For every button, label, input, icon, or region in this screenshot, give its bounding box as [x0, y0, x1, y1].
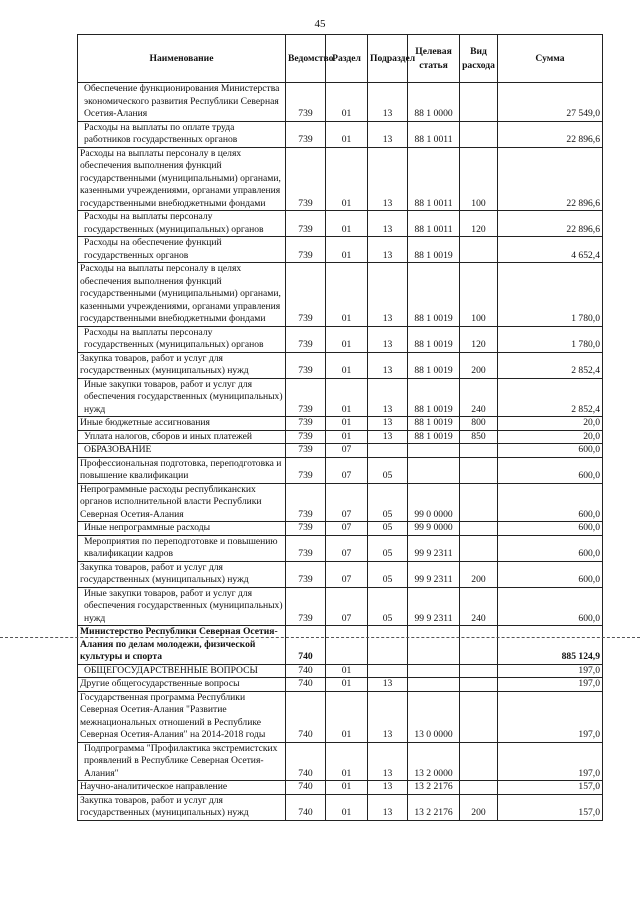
cell-razdel: 01	[326, 794, 368, 820]
cell-razdel: 01	[326, 691, 368, 742]
cell-ved: 740	[286, 626, 326, 665]
cell-sum: 27 549,0	[498, 83, 603, 122]
cell-razdel: 01	[326, 121, 368, 147]
cell-target	[408, 664, 460, 678]
cell-sum: 885 124,9	[498, 626, 603, 665]
cell-vid	[460, 121, 498, 147]
cell-sum: 600,0	[498, 522, 603, 536]
cell-razdel: 07	[326, 522, 368, 536]
cell-ved: 739	[286, 237, 326, 263]
cell-vid: 200	[460, 794, 498, 820]
table-row	[78, 664, 603, 678]
cell-target: 99 9 0000	[408, 522, 460, 536]
cell-target: 13 2 2176	[408, 781, 460, 795]
cell-name: Научно-аналитическое направление	[78, 781, 286, 795]
cell-sum: 4 652,4	[498, 237, 603, 263]
cell-sum: 600,0	[498, 457, 603, 483]
table-row	[78, 378, 603, 417]
cell-ved: 739	[286, 587, 326, 626]
cell-podrazdel: 05	[368, 457, 408, 483]
cell-vid: 800	[460, 417, 498, 431]
cell-ved: 739	[286, 522, 326, 536]
table-row	[78, 678, 603, 692]
cell-ved: 739	[286, 83, 326, 122]
cell-target	[408, 678, 460, 692]
cell-ved: 740	[286, 742, 326, 781]
cell-name: Закупка товаров, работ и услуг для государственных (муниципальных) нужд	[78, 352, 286, 378]
cell-sum: 20,0	[498, 417, 603, 431]
cell-target: 88 1 0011	[408, 147, 460, 211]
cell-sum: 2 852,4	[498, 352, 603, 378]
table-row	[78, 522, 603, 536]
cell-podrazdel: 13	[368, 430, 408, 444]
cell-podrazdel: 13	[368, 691, 408, 742]
cell-ved: 739	[286, 378, 326, 417]
cell-ved: 740	[286, 781, 326, 795]
cell-ved: 739	[286, 457, 326, 483]
table-row	[78, 561, 603, 587]
cell-target: 88 1 0019	[408, 326, 460, 352]
cell-ved: 739	[286, 483, 326, 522]
cell-razdel: 07	[326, 535, 368, 561]
cell-sum: 157,0	[498, 794, 603, 820]
cell-ved: 739	[286, 326, 326, 352]
cell-ved: 739	[286, 121, 326, 147]
table-row	[78, 691, 603, 742]
cell-razdel: 01	[326, 237, 368, 263]
table-row	[78, 457, 603, 483]
cell-vid	[460, 742, 498, 781]
table-row	[78, 587, 603, 626]
cell-target: 88 1 0019	[408, 263, 460, 327]
cell-vid	[460, 457, 498, 483]
cell-podrazdel: 13	[368, 326, 408, 352]
cell-vid	[460, 781, 498, 795]
cell-razdel	[326, 626, 368, 665]
table-row	[78, 83, 603, 122]
cell-target	[408, 626, 460, 665]
cell-razdel: 01	[326, 417, 368, 431]
budget-table	[77, 34, 603, 821]
header-sum: Сумма	[498, 35, 603, 83]
cell-target: 13 2 0000	[408, 742, 460, 781]
cell-name: Обеспечение функционирования Министерства экономического развития Республики Северная Осетия-Алания	[78, 83, 286, 122]
cell-ved: 739	[286, 444, 326, 458]
cell-razdel: 01	[326, 147, 368, 211]
cell-sum: 197,0	[498, 742, 603, 781]
cell-razdel: 01	[326, 678, 368, 692]
cell-podrazdel	[368, 664, 408, 678]
cell-podrazdel: 13	[368, 794, 408, 820]
cell-name: Расходы на обеспечение функций государственных органов	[78, 237, 286, 263]
cell-sum: 2 852,4	[498, 378, 603, 417]
cell-target: 99 9 2311	[408, 587, 460, 626]
table-body	[78, 83, 603, 821]
table-row	[78, 535, 603, 561]
cell-vid	[460, 535, 498, 561]
cell-target: 88 1 0019	[408, 430, 460, 444]
cell-vid	[460, 626, 498, 665]
cell-podrazdel: 13	[368, 781, 408, 795]
cell-sum: 1 780,0	[498, 326, 603, 352]
cell-target: 13 0 0000	[408, 691, 460, 742]
cell-podrazdel: 13	[368, 83, 408, 122]
cell-vid: 850	[460, 430, 498, 444]
cell-razdel: 01	[326, 430, 368, 444]
table-row	[78, 483, 603, 522]
cell-target: 88 1 0011	[408, 211, 460, 237]
cell-razdel: 01	[326, 664, 368, 678]
cell-podrazdel: 13	[368, 211, 408, 237]
cell-razdel: 01	[326, 83, 368, 122]
cell-target: 88 1 0019	[408, 417, 460, 431]
table-row	[78, 326, 603, 352]
header-ved: Ведомство	[286, 35, 326, 83]
cell-ved: 739	[286, 211, 326, 237]
cell-vid	[460, 678, 498, 692]
header-podrazdel: Подраздел	[368, 35, 408, 83]
cell-razdel: 01	[326, 211, 368, 237]
cell-sum: 157,0	[498, 781, 603, 795]
cell-name: Закупка товаров, работ и услуг для государственных (муниципальных) нужд	[78, 794, 286, 820]
cell-name: Расходы на выплаты персоналу в целях обеспечения выполнения функций государственными (муниципальными) органами, казенными учреждениями, органами управления государственными внебюджетными фондами	[78, 263, 286, 327]
table-row	[78, 417, 603, 431]
cell-name: Министерство Республики Северная Осетия-Алания по делам молодежи, физической культуры и спорта	[78, 626, 286, 665]
cell-ved: 740	[286, 691, 326, 742]
table-row	[78, 626, 603, 665]
cell-name: Профессиональная подготовка, переподготовка и повышение квалификации	[78, 457, 286, 483]
cell-name: ОБЩЕГОСУДАРСТВЕННЫЕ ВОПРОСЫ	[78, 664, 286, 678]
cell-vid: 120	[460, 211, 498, 237]
page-number: 45	[314, 18, 326, 30]
cell-vid	[460, 83, 498, 122]
cell-target: 99 9 2311	[408, 561, 460, 587]
cell-vid: 240	[460, 587, 498, 626]
cell-ved: 740	[286, 664, 326, 678]
cell-sum: 22 896,6	[498, 121, 603, 147]
cell-ved: 740	[286, 678, 326, 692]
cell-ved: 739	[286, 561, 326, 587]
cell-podrazdel: 13	[368, 237, 408, 263]
cell-razdel: 01	[326, 263, 368, 327]
table-row	[78, 237, 603, 263]
table-row	[78, 263, 603, 327]
cell-ved: 740	[286, 794, 326, 820]
table-row	[78, 211, 603, 237]
cell-name: Расходы на выплаты по оплате труда работников государственных органов	[78, 121, 286, 147]
cell-podrazdel: 13	[368, 147, 408, 211]
table-row	[78, 147, 603, 211]
table-row	[78, 794, 603, 820]
table-row	[78, 742, 603, 781]
cell-podrazdel: 13	[368, 742, 408, 781]
cell-podrazdel: 13	[368, 352, 408, 378]
cell-name: Другие общегосударственные вопросы	[78, 678, 286, 692]
cell-target	[408, 457, 460, 483]
cell-razdel: 07	[326, 457, 368, 483]
cell-razdel: 01	[326, 378, 368, 417]
cell-sum: 22 896,6	[498, 211, 603, 237]
cell-vid	[460, 237, 498, 263]
cell-name: Непрограммные расходы республиканских органов исполнительной власти Республики Северная Осетия-Алания	[78, 483, 286, 522]
cell-podrazdel: 13	[368, 121, 408, 147]
cell-razdel: 07	[326, 587, 368, 626]
cell-name: Иные непрограммные расходы	[78, 522, 286, 536]
cell-target: 88 1 0019	[408, 237, 460, 263]
header-target: Целевая статья	[408, 35, 460, 83]
cell-target: 88 1 0000	[408, 83, 460, 122]
cell-vid	[460, 691, 498, 742]
cell-sum: 197,0	[498, 678, 603, 692]
cell-vid: 240	[460, 378, 498, 417]
cell-ved: 739	[286, 352, 326, 378]
cell-razdel: 01	[326, 326, 368, 352]
cell-target: 88 1 0019	[408, 378, 460, 417]
cell-name: ОБРАЗОВАНИЕ	[78, 444, 286, 458]
cell-target: 88 1 0019	[408, 352, 460, 378]
cell-podrazdel: 05	[368, 561, 408, 587]
cell-razdel: 07	[326, 561, 368, 587]
cell-vid: 100	[460, 147, 498, 211]
cell-vid	[460, 483, 498, 522]
cell-target: 88 1 0011	[408, 121, 460, 147]
cell-podrazdel: 05	[368, 587, 408, 626]
cell-target: 13 2 2176	[408, 794, 460, 820]
cell-podrazdel: 13	[368, 263, 408, 327]
cell-podrazdel: 05	[368, 522, 408, 536]
cell-vid	[460, 522, 498, 536]
cell-name: Расходы на выплаты персоналу государственных (муниципальных) органов	[78, 326, 286, 352]
cell-sum: 600,0	[498, 587, 603, 626]
header-vid: Вид расхода	[460, 35, 498, 83]
cell-vid: 200	[460, 561, 498, 587]
cell-razdel: 07	[326, 483, 368, 522]
cell-name: Иные закупки товаров, работ и услуг для обеспечения государственных (муниципальных) нужд	[78, 587, 286, 626]
cell-ved: 739	[286, 417, 326, 431]
table-row	[78, 781, 603, 795]
header-name: Наименование	[78, 35, 286, 83]
cell-podrazdel: 05	[368, 483, 408, 522]
cell-sum: 600,0	[498, 561, 603, 587]
cell-name: Подпрограмма "Профилактика экстремистских проявлений в Республике Северная Осетия-Алания"	[78, 742, 286, 781]
table-row	[78, 430, 603, 444]
cell-podrazdel: 13	[368, 678, 408, 692]
table-row	[78, 444, 603, 458]
cell-name: Расходы на выплаты персоналу в целях обеспечения выполнения функций государственными (муниципальными) органами, казенными учреждениями, органами управления государственными внебюджетными фондами	[78, 147, 286, 211]
cell-vid	[460, 664, 498, 678]
cell-razdel: 07	[326, 444, 368, 458]
cell-ved: 739	[286, 147, 326, 211]
cell-target: 99 0 0000	[408, 483, 460, 522]
cell-name: Иные бюджетные ассигнования	[78, 417, 286, 431]
cell-target	[408, 444, 460, 458]
header-razdel: Раздел	[326, 35, 368, 83]
cell-razdel: 01	[326, 742, 368, 781]
cell-razdel: 01	[326, 781, 368, 795]
cell-sum: 197,0	[498, 691, 603, 742]
cell-podrazdel	[368, 444, 408, 458]
cell-razdel: 01	[326, 352, 368, 378]
table-row	[78, 121, 603, 147]
cell-name: Расходы на выплаты персоналу государственных (муниципальных) органов	[78, 211, 286, 237]
table-row	[78, 352, 603, 378]
cell-sum: 22 896,6	[498, 147, 603, 211]
table-header-row	[78, 35, 603, 83]
cell-name: Иные закупки товаров, работ и услуг для обеспечения государственных (муниципальных) нужд	[78, 378, 286, 417]
cell-name: Закупка товаров, работ и услуг для государственных (муниципальных) нужд	[78, 561, 286, 587]
cell-sum: 600,0	[498, 444, 603, 458]
cell-vid: 120	[460, 326, 498, 352]
cell-podrazdel: 05	[368, 535, 408, 561]
cell-name: Государственная программа Республики Северная Осетия-Алания "Развитие межнациональных отношений в Республике Северная Осетия-Алания" на 2014-2018 годы	[78, 691, 286, 742]
cell-podrazdel: 13	[368, 417, 408, 431]
cell-vid: 200	[460, 352, 498, 378]
cell-name: Мероприятия по переподготовке и повышению квалификации кадров	[78, 535, 286, 561]
cell-sum: 600,0	[498, 535, 603, 561]
cell-sum: 600,0	[498, 483, 603, 522]
cell-target: 99 9 2311	[408, 535, 460, 561]
cell-vid: 100	[460, 263, 498, 327]
cell-ved: 739	[286, 535, 326, 561]
cell-ved: 739	[286, 430, 326, 444]
cell-sum: 197,0	[498, 664, 603, 678]
cell-name: Уплата налогов, сборов и иных платежей	[78, 430, 286, 444]
cell-ved: 739	[286, 263, 326, 327]
cell-podrazdel	[368, 626, 408, 665]
cell-sum: 1 780,0	[498, 263, 603, 327]
scan-cut-line	[0, 637, 640, 638]
cell-podrazdel: 13	[368, 378, 408, 417]
cell-sum: 20,0	[498, 430, 603, 444]
cell-vid	[460, 444, 498, 458]
